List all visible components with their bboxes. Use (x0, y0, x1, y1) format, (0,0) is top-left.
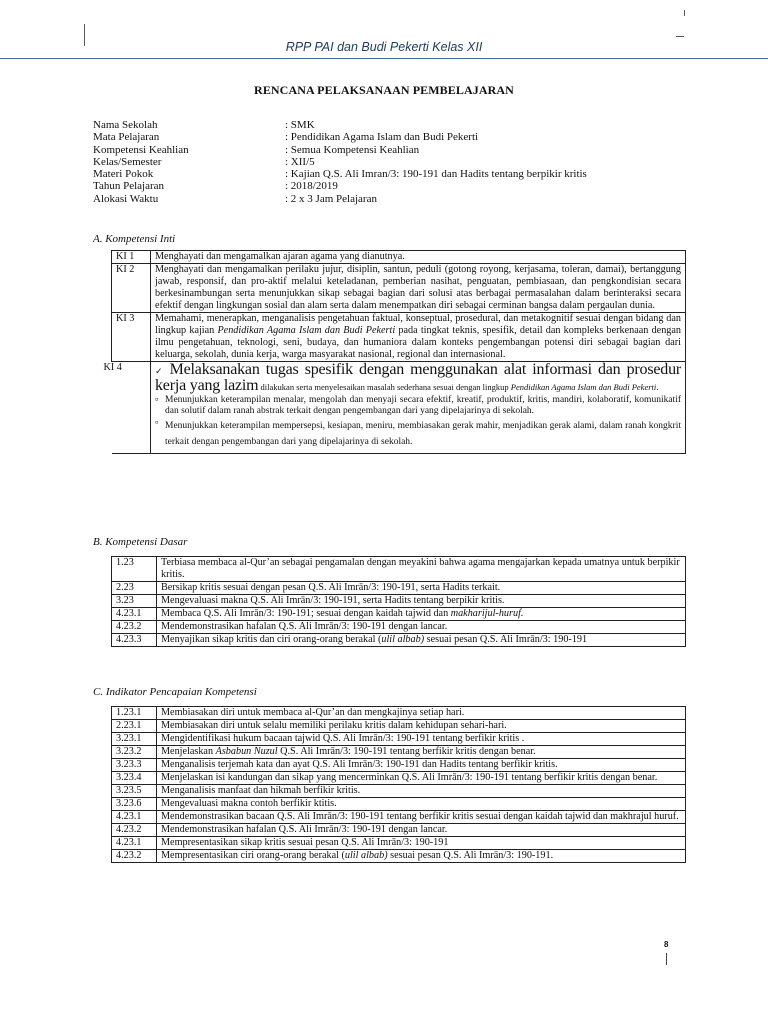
table-row: KI 4 ✓ Melaksanakan tugas spesifik dengan menggunakan alat informasi dan prosedur kerja yang lazim dilakukan serta menyelesaikan masalah sederhana sesuai dengan lingkup Pendidikan Agama Islam dan Budi Pekerti. ▫ Menunjukkan keterampilan menalar, mengolah dan menyaji secara efektif, kreatif, produktif, kritis, mandiri, kolaboratif, komunikatif dan solutif dalam ranah abstrak terkait dengan pengembangan dari yang dipelajarinya di sekolah. ▫ Menunjukkan keterampilan mempersepsi, kesiapan, meniru, membiasakan gerak mahir, menjadikan gerak alami, dalam ranah kongkrit terkait dengan pengembangan dari yang dipelajarinya di sekolah. (112, 362, 686, 454)
info-row: Nama Sekolah : SMK (93, 119, 315, 131)
bullet-icon: ▫ (155, 418, 159, 428)
table-row: KI 3 Memahami, menerapkan, menganalisis pengetahuan faktual, konseptual, prosedural, dan metakognitif sesuai dengan bidang dan lingkup kajian Pendidikan Agama Islam dan Budi Pekerti pada tingkat teknis, spesifik, detail dan kompleks berkenaan dengan ilmu pengetahuan, teknologi, seni, budaya, dan humaniora dalam konteks pengembangan potensi diri sebagai bagian dari keluarga, sekolah, dunia kerja, warga masyarakat nasional, regional dan internasional. (112, 313, 686, 362)
table-row: 3.23.5 Menganalisis manfaat dan hikmah berfikir kritis. (112, 785, 686, 798)
table-row: 3.23 Mengevaluasi makna Q.S. Ali Imrān/3: 190-191, serta Hadits tentang berpikir kritis. (112, 595, 686, 608)
section-c-heading: C. Indikator Pencapaian Kompetensi (93, 686, 257, 698)
info-row: Mata Pelajaran : Pendidikan Agama Islam dan Budi Pekerti (93, 131, 479, 144)
page-number: 8 (664, 940, 669, 949)
crop-mark-right (676, 36, 684, 37)
list-item: ▫ Menunjukkan keterampilan mempersepsi, kesiapan, meniru, membiasakan gerak mahir, menjadikan gerak alami, dalam ranah kongkrit terkait dengan pengembangan dari yang dipelajarinya di sekolah. (155, 418, 681, 450)
table-row: 1.23.1 Membiasakan diri untuk membaca al-Qur’an dan mengkajinya setiap hari. (112, 707, 686, 720)
running-header: RPP PAI dan Budi Pekerti Kelas XII (285, 40, 483, 54)
info-row: Kompetensi Keahlian : Semua Kompetensi Keahlian (93, 143, 420, 156)
table-row: 4.23.2 Mendemonstrasikan hafalan Q.S. Ali Imrān/3: 190-191 dengan lancar. (112, 621, 686, 634)
table-row: KI 2 Menghayati dan mengamalkan perilaku jujur, disiplin, santun, peduli (gotong royong, kerjasama, toleran, damai), bertanggung jawab, responsif, dan pro-aktif melalui keteladanan, pemberian nasihat, penguatan, pembiasaan, dan pengkondisian secara berkesinambungan serta menunjukkan sikap sebagai bagian dari solusi atas berbagai permasalahan dalam berinteraksi secara efektif dengan lingkungan sosial dan alam serta dalam menempatkan diri sebagai cerminan bangsa dalam pergaulan dunia. (112, 264, 686, 313)
info-row: Materi Pokok : Kajian Q.S. Ali Imran/3: 190-191 dan Hadits tentang berpikir kritis (93, 168, 587, 181)
table-row: 4.23.1 Mendemonstrasikan bacaan Q.S. Ali Imrān/3: 190-191 tentang berfikir kritis sesuai dengan kaidah tajwid dan makhrajul huruf. (112, 811, 686, 824)
table-row: 3.23.4 Menjelaskan isi kandungan dan sikap yang mencerminkan Q.S. Ali Imrān/3: 190-191 tentang berfikir kritis dengan benar. (112, 772, 686, 785)
table-row: 4.23.3 Menyajikan sikap kritis dan ciri orang-orang berakal (ulil albab) sesuai pesan Q.S. Ali Imrān/3: 190-191 (112, 634, 686, 647)
table-row: KI 1 Menghayati dan mengamalkan ajaran agama yang dianutnya. (112, 251, 686, 264)
check-icon: ✓ (155, 366, 165, 376)
document-title: RENCANA PELAKSANAAN PEMBELAJARAN (254, 83, 514, 97)
table-row: 3.23.1 Mengidentifikasi hukum bacaan tajwid Q.S. Ali Imrān/3: 190-191 tentang berfikir kritis . (112, 733, 686, 746)
table-row: 4.23.1 Mempresentasikan sikap kritis sesuai pesan Q.S. Ali Imrān/3: 190-191 (112, 837, 686, 850)
info-row: Kelas/Semester : XII/5 (93, 155, 315, 168)
bullet-icon: ▫ (155, 395, 159, 405)
table-row: 1.23 Terbiasa membaca al-Qur’an sebagai pengamalan dengan meyakini bahwa agama mengajarkan kepada umatnya untuk berpikir kritis. (112, 557, 686, 582)
list-item: ▫ Menunjukkan keterampilan menalar, mengolah dan menyaji secara efektif, kreatif, produktif, kritis, mandiri, kolaboratif, komunikatif dan solutif dalam ranah abstrak terkait dengan pengembangan dari yang dipelajarinya di sekolah. (155, 395, 681, 416)
crop-mark-right-top (684, 10, 685, 16)
table-row: 4.23.1 Membaca Q.S. Ali Imrān/3: 190-191; sesuai dengan kaidah tajwid dan makharijul-huruf. (112, 608, 686, 621)
table-row: 2.23.1 Membiasakan diri untuk selalu memiliki perilaku kritis dalam kehidupan sehari-hari. (112, 720, 686, 733)
info-row: Alokasi Waktu : 2 x 3 Jam Pelajaran (93, 192, 377, 205)
table-row: 4.23.2 Mempresentasikan ciri orang-orang berakal (ulil albab) sesuai pesan Q.S. Ali Imrān/3: 190-191. (112, 850, 686, 863)
table-row: 3.23.2 Menjelaskan Asbabun Nuzul Q.S. Ali Imrān/3: 190-191 tentang berfikir kritis dengan benar. (112, 746, 686, 759)
indikator-table (111, 706, 686, 863)
kompetensi-dasar-table (111, 556, 686, 647)
kompetensi-inti-table (103, 250, 686, 454)
table-row: 3.23.3 Menganalisis terjemah kata dan ayat Q.S. Ali Imrān/3: 190-191 dan Hadits tentang berfikir kritis. (112, 759, 686, 772)
section-b-heading: B. Kompetensi Dasar (93, 536, 188, 548)
identity-block (93, 119, 587, 205)
table-row: 3.23.6 Mengevaluasi makna contoh berfikir ktitis. (112, 798, 686, 811)
page-number-bar (666, 953, 667, 965)
header-rule (0, 58, 768, 59)
table-row: 4.23.2 Mendemonstrasikan hafalan Q.S. Ali Imrān/3: 190-191 dengan lancar. (112, 824, 686, 837)
section-a-heading: A. Kompetensi Inti (93, 233, 176, 245)
table-row: 2.23 Bersikap kritis sesuai dengan pesan Q.S. Ali Imrān/3: 190-191, serta Hadits terkait. (112, 582, 686, 595)
info-row: Tahun Pelajaran : 2018/2019 (93, 180, 338, 193)
